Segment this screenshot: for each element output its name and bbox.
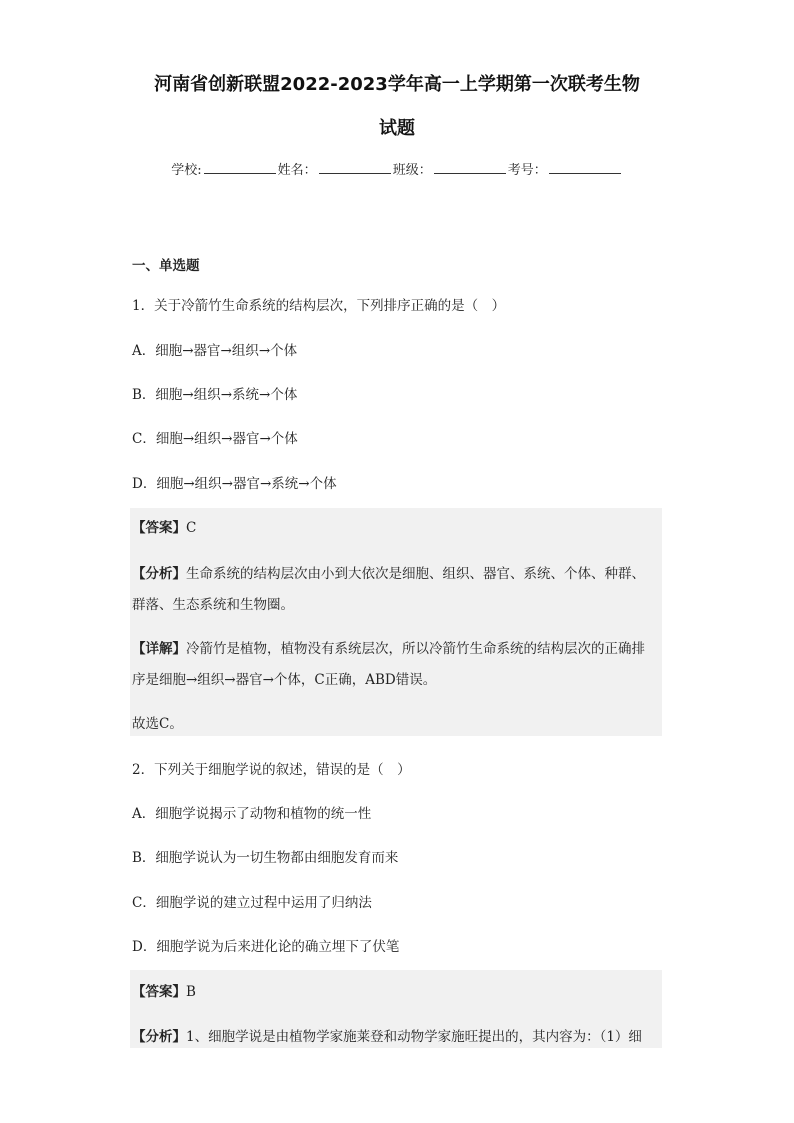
q1-answer-tag: 【答案】 (132, 520, 186, 536)
q2-analysis-text-1: 1、细胞学说是由植物学家施莱登和动物学家施旺提出的，其内容为：（1）细 (186, 1029, 642, 1045)
title-line-2: 试题 (379, 118, 415, 139)
q1-detail-text-2: 序是细胞→组织→器官→个体，C正确，ABD错误。 (132, 672, 437, 688)
q1-option-b: B．细胞→组织→系统→个体 (132, 387, 298, 403)
q2-option-d: D．细胞学说为后来进化论的确立埋下了伏笔 (132, 939, 400, 955)
q1-detail (132, 637, 645, 657)
title-line-1: 河南省创新联盟2022-2023学年高一上学期第一次联考生物 (154, 74, 640, 95)
section-title: 一、单选题 (132, 258, 200, 274)
q2-answer-tag: 【答案】 (132, 984, 186, 1000)
q2-analysis-tag: 【分析】 (132, 1029, 186, 1045)
q2-option-c: C．细胞学说的建立过程中运用了归纳法 (132, 895, 372, 911)
q2-answer (132, 980, 196, 1000)
q1-stem: 1．关于冷箭竹生命系统的结构层次，下列排序正确的是（ ） (132, 298, 506, 314)
q1-solution-box (130, 508, 662, 736)
q1-detail-text-1: 冷箭竹是植物，植物没有系统层次，所以冷箭竹生命系统的结构层次的正确排 (186, 641, 645, 657)
exam-no-label: 考号： (507, 163, 547, 178)
school-blank (204, 159, 276, 174)
name-label: 姓名： (277, 163, 317, 178)
class-label: 班级： (392, 163, 432, 178)
q1-analysis-text-1: 生命系统的结构层次由小到大依次是细胞、组织、器官、系统、个体、种群、 (186, 566, 645, 582)
q1-analysis-tag: 【分析】 (132, 566, 186, 582)
q1-analysis-text-2: 群落、生态系统和生物圈。 (132, 597, 294, 613)
student-info-row (0, 159, 794, 178)
q1-conclusion: 故选C。 (132, 716, 183, 732)
name-blank (319, 159, 391, 174)
q1-answer-value: C (186, 520, 197, 536)
q1-option-a: A．细胞→器官→组织→个体 (132, 343, 298, 359)
q1-option-c: C．细胞→组织→器官→个体 (132, 431, 298, 447)
q1-analysis (132, 562, 645, 582)
class-blank (434, 159, 506, 174)
q2-stem: 2．下列关于细胞学说的叙述，错误的是（ ） (132, 762, 411, 778)
q2-option-b: B．细胞学说认为一切生物都由细胞发育而来 (132, 850, 399, 866)
q2-option-a: A．细胞学说揭示了动物和植物的统一性 (132, 806, 372, 822)
q1-answer (132, 516, 196, 536)
q2-answer-value: B (186, 984, 196, 1000)
q1-detail-tag: 【详解】 (132, 641, 186, 657)
school-label: 学校: (171, 163, 202, 178)
exam-no-blank (549, 159, 621, 174)
q2-analysis (132, 1025, 642, 1045)
q1-option-d: D．细胞→组织→器官→系统→个体 (132, 476, 337, 492)
